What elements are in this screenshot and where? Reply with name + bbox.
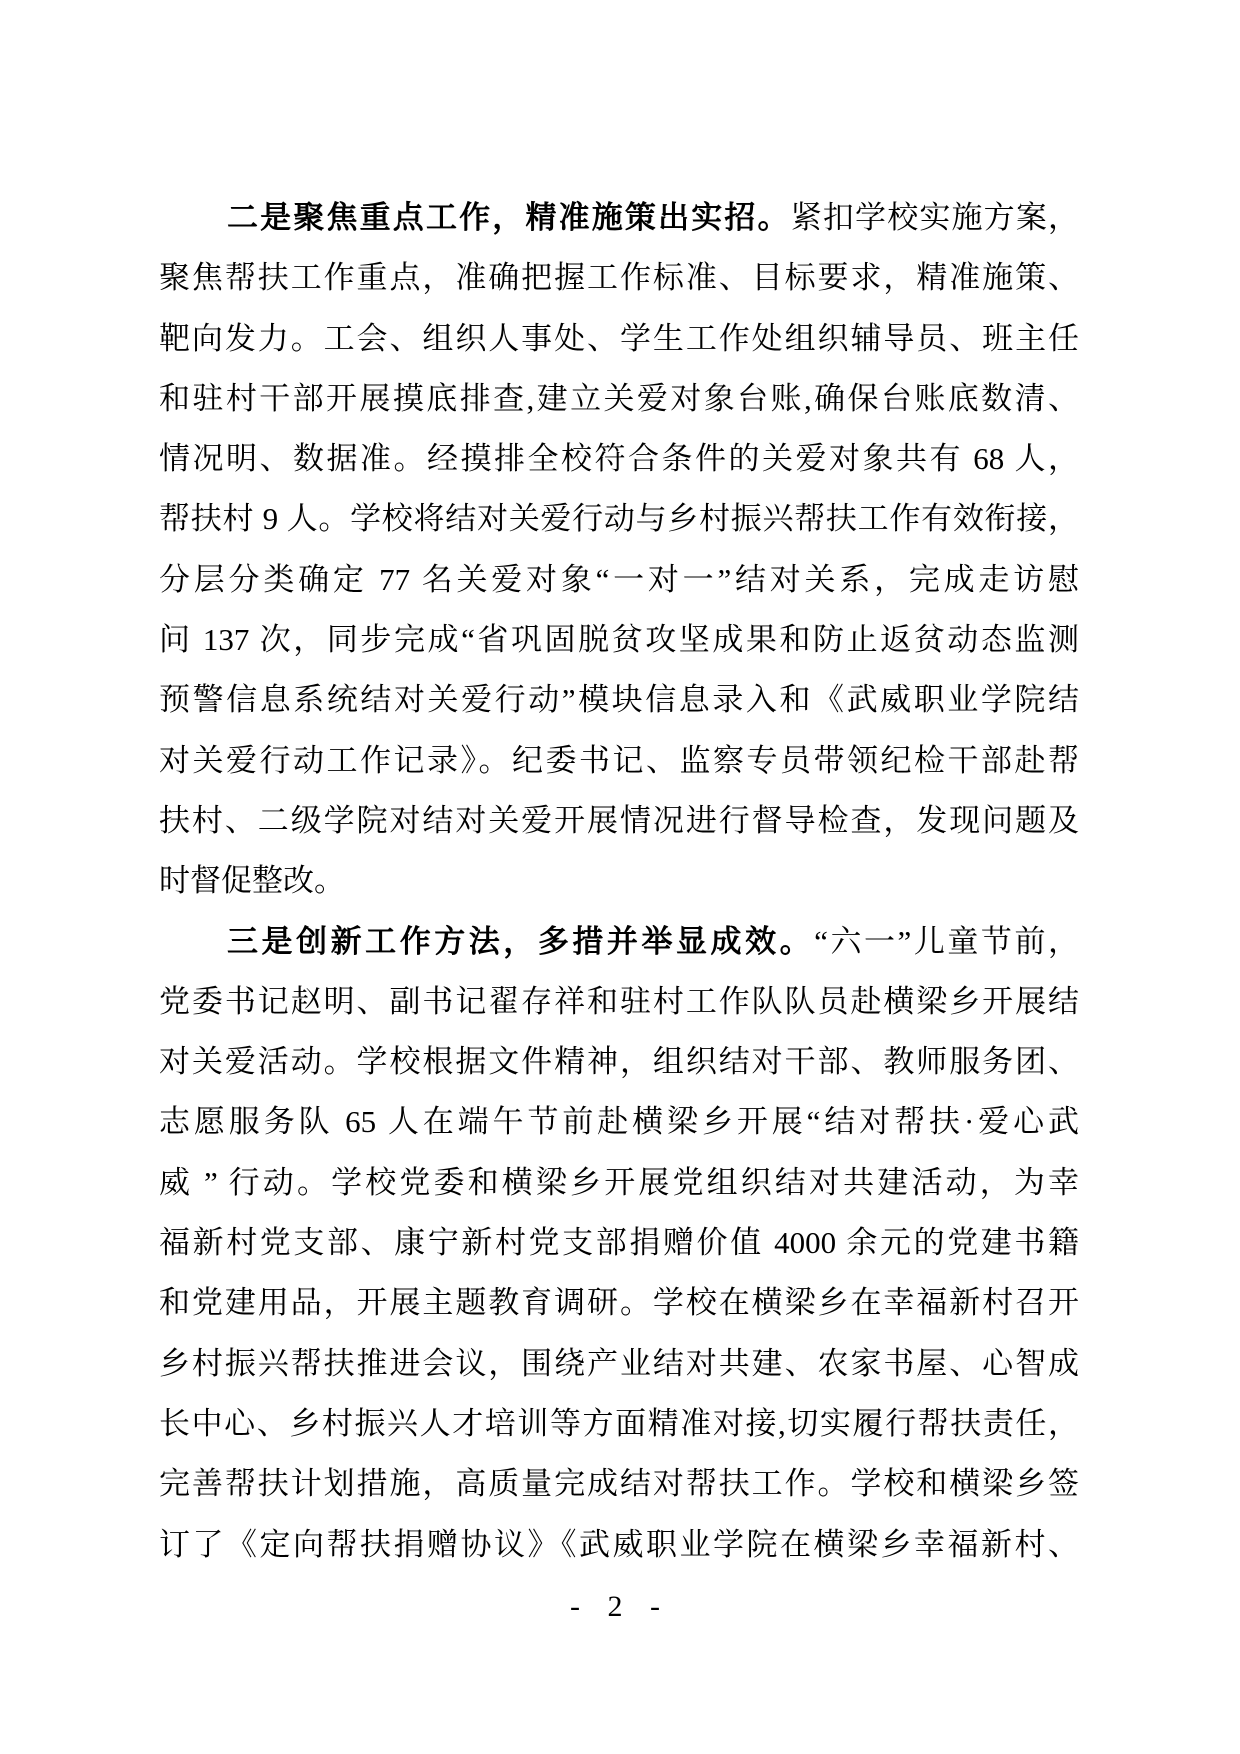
paragraph-1-line: 聚焦帮扶工作重点，准确把握工作标准、目标要求，精准施策、 xyxy=(159,260,1079,296)
paragraph-2-line: 长中心、乡村振兴人才培训等方面精准对接,切实履行帮扶责任， xyxy=(159,1405,1079,1441)
paragraph-1-line: 扶村、二级学院对结对关爱开展情况进行督导检查，发现问题及 xyxy=(159,802,1079,838)
paragraph-2-line: 志愿服务队 65 人在端午节前赴横梁乡开展“结对帮扶·爱心武 xyxy=(159,1104,1079,1140)
paragraph-2-line: 对关爱活动。学校根据文件精神，组织结对干部、教师服务团、 xyxy=(159,1044,1079,1080)
paragraph-1-last-line: 时督促整改。 xyxy=(159,863,345,899)
paragraph-1-lead-rest: 紧扣学校实施方案， xyxy=(790,200,1079,235)
paragraph-2-line: 威 ” 行动。学校党委和横梁乡开展党组织结对共建活动，为幸 xyxy=(159,1164,1079,1200)
paragraph-1-line: 帮扶村 9 人。学校将结对关爱行动与乡村振兴帮扶工作有效衔接， xyxy=(159,501,1079,537)
paragraph-1-line: 情况明、数据准。经摸排全校符合条件的关爱对象共有 68 人， xyxy=(159,441,1079,477)
text-block xyxy=(159,188,1079,1575)
paragraph-1-line: 问 137 次，同步完成“省巩固脱贫攻坚成果和防止返贫动态监测 xyxy=(159,622,1079,658)
paragraph-2-line: 和党建用品，开展主题教育调研。学校在横梁乡在幸福新村召开 xyxy=(159,1285,1079,1321)
page-footer xyxy=(0,1590,1240,1624)
paragraph-1-line: 分层分类确定 77 名关爱对象“一对一”结对关系，完成走访慰 xyxy=(159,561,1079,597)
paragraph-2-line: 订了《定向帮扶捐赠协议》《武威职业学院在横梁乡幸福新村、 xyxy=(159,1526,1079,1562)
paragraph-1-line: 靶向发力。工会、组织人事处、学生工作处组织辅导员、班主任 xyxy=(159,320,1079,356)
paragraph-2-lead-rest: “六一”儿童节前， xyxy=(814,923,1079,959)
paragraph-1-lead-line xyxy=(159,188,1079,248)
paragraph-2-line: 党委书记赵明、副书记翟存祥和驻村工作队队员赴横梁乡开展结 xyxy=(159,983,1079,1019)
paragraph-2-lead-line xyxy=(159,912,1079,972)
paragraph-2-line: 福新村党支部、康宁新村党支部捐赠价值 4000 余元的党建书籍 xyxy=(159,1225,1079,1261)
paragraph-2-line: 乡村振兴帮扶推进会议，围绕产业结对共建、农家书屋、心智成 xyxy=(159,1345,1079,1381)
paragraph-1-heading: 二是聚焦重点工作，精准施策出实招。 xyxy=(227,200,791,236)
paragraph-1-line: 预警信息系统结对关爱行动”模块信息录入和《武威职业学院结 xyxy=(159,682,1079,718)
paragraph-1-line: 对关爱行动工作记录》。纪委书记、监察专员带领纪检干部赴帮 xyxy=(159,742,1079,778)
paragraph-2-line: 完善帮扶计划措施，高质量完成结对帮扶工作。学校和横梁乡签 xyxy=(159,1466,1079,1502)
page-number: - 2 - xyxy=(570,1590,670,1623)
paragraph-2-heading: 三是创新工作方法，多措并举显成效。 xyxy=(227,923,815,960)
paragraph-1-line: 和驻村干部开展摸底排查,建立关爱对象台账,确保台账底数清、 xyxy=(159,380,1079,416)
